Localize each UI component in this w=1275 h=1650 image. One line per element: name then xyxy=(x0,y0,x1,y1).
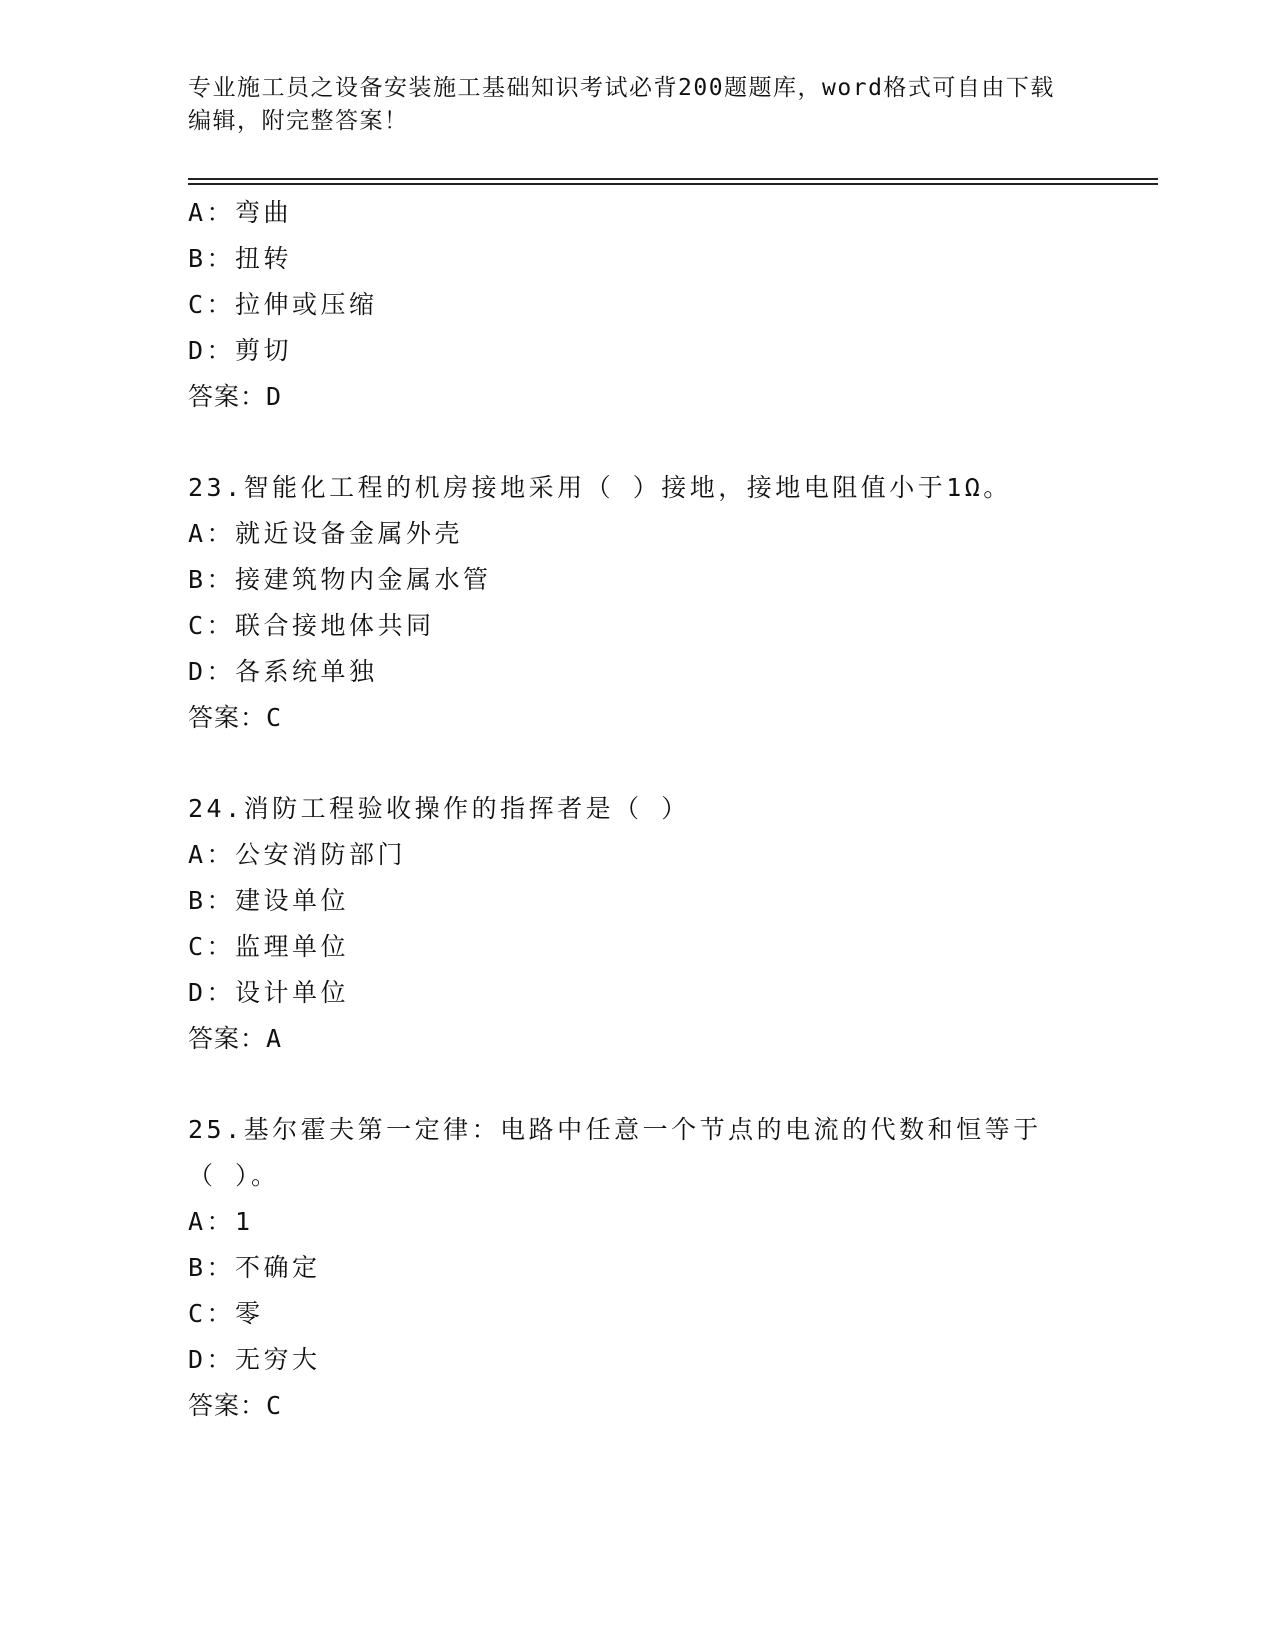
option-d: D：剪切 xyxy=(188,336,293,365)
option-b: B：接建筑物内金属水管 xyxy=(188,565,492,594)
option-c: C：联合接地体共同 xyxy=(188,611,435,640)
document-header: 专业施工员之设备安装施工基础知识考试必背200题题库，word格式可自由下载编辑，附完整答案！ xyxy=(188,75,1055,134)
question-text: 25.基尔霍夫第一定律：电路中任意一个节点的电流的代数和恒等于（ ）。 xyxy=(188,1115,1042,1190)
answer-line: 答案：D xyxy=(188,382,283,411)
question-block-24 xyxy=(188,786,1088,1062)
question-block-22 xyxy=(188,190,1088,420)
option-c: C：监理单位 xyxy=(188,932,350,961)
option-d: D：无穷大 xyxy=(188,1345,321,1374)
header-divider-bottom xyxy=(188,183,1158,185)
option-c: C：零 xyxy=(188,1299,264,1328)
question-block-23 xyxy=(188,465,1088,741)
answer-line: 答案：C xyxy=(188,1391,283,1420)
question-text: 24.消防工程验收操作的指挥者是（ ） xyxy=(188,794,690,823)
question-text: 23.智能化工程的机房接地采用（ ）接地，接地电阻值小于1Ω。 xyxy=(188,473,1012,502)
option-d: D：各系统单独 xyxy=(188,657,378,686)
question-block-25 xyxy=(188,1107,1088,1429)
option-b: B：建设单位 xyxy=(188,886,350,915)
header-divider-top xyxy=(188,178,1158,180)
option-b: B：扭转 xyxy=(188,244,293,273)
answer-line: 答案：A xyxy=(188,1024,283,1053)
option-a: A：就近设备金属外壳 xyxy=(188,519,464,548)
option-a: A：弯曲 xyxy=(188,198,293,227)
answer-line: 答案：C xyxy=(188,703,283,732)
option-a: A：1 xyxy=(188,1207,254,1236)
question-list xyxy=(188,190,1088,1429)
option-a: A：公安消防部门 xyxy=(188,840,407,869)
option-b: B：不确定 xyxy=(188,1253,321,1282)
option-c: C：拉伸或压缩 xyxy=(188,290,378,319)
option-d: D：设计单位 xyxy=(188,978,350,1007)
